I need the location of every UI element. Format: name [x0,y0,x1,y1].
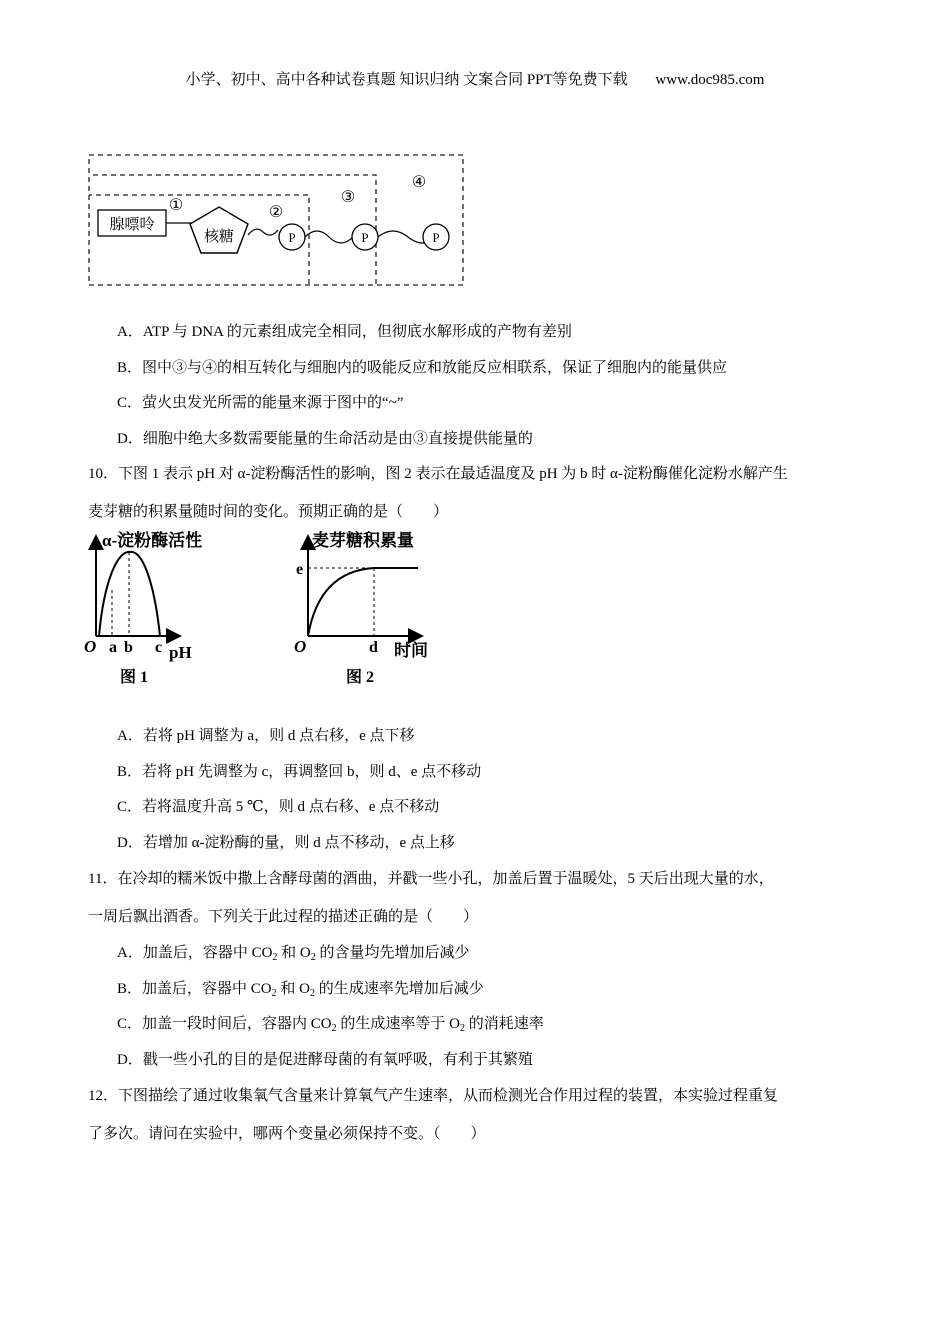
marker-3: ③ [340,189,356,206]
q10-option-c: C．若将温度升高 5 ℃，则 d 点右移、e 点不移动 [117,799,440,815]
q10-option-b: B．若将 pH 先调整为 c，再调整回 b，则 d、e 点不移动 [117,764,482,780]
atp-structure-figure [86,150,470,290]
q9-option-d: D．细胞中绝大多数需要能量的生命活动是由③直接提供能量的 [117,431,533,447]
q11-stem-1: 11．在冷却的糯米饭中撒上含酵母菌的酒曲，并戳一些小孔，加盖后置于温暖处，5 天后出现大量的水， [88,871,774,887]
q11-option-b: B．加盖后，容器中 $CO_2$ 和 $O_2$ 的生成速率先增加后减少 [117,981,484,999]
q10-stem-2: 麦芽糖的积累量随时间的变化。预期正确的是（ ） [88,504,449,520]
marker-1: ① [168,197,184,214]
svg-text:P: P [361,230,369,245]
q12-stem-2: 了多次。请问在实验中，哪两个变量必须保持不变。（ ） [88,1126,486,1142]
fig2-curve [308,568,418,636]
fig2-tick-d: d [369,639,378,656]
fig2-origin: O [294,637,307,656]
chart-figure-2 [290,530,440,692]
q11-option-d: D．戳一些小孔的目的是促进酵母菌的有氧呼吸，有利于其繁殖 [117,1052,533,1068]
marker-2: ② [268,204,284,221]
q12-stem-1: 12．下图描绘了通过收集氧气含量来计算氧气产生速率，从而检测光合作用过程的装置，本实验过程重复 [88,1088,779,1104]
q10-option-d: D．若增加 α-淀粉酶的量，则 d 点不移动，e 点上移 [117,835,455,851]
q9-option-b: B．图中③与④的相互转化与细胞内的吸能反应和放能反应相联系，保证了细胞内的能量供应 [117,360,728,376]
q9-option-a: A．ATP 与 DNA 的元素组成完全相同，但彻底水解形成的产物有差别 [117,324,572,340]
svg-text:P: P [432,230,440,245]
fig1-tick-a: a [109,639,117,656]
chart-figure-1 [82,530,212,692]
marker-4: ④ [411,174,427,191]
fig1-tick-c: c [155,639,163,656]
header-site: www.doc985.com [655,72,765,88]
fig2-title: 麦芽糖积累量 [312,531,414,550]
page-header [0,68,950,89]
fig1-tick-b: b [124,639,133,656]
adenine-label: 腺嘌呤 [109,217,155,233]
q11-option-c: C．加盖一段时间后，容器内 $CO_2$ 的生成速率等于 $O_2$ 的消耗速率 [117,1016,544,1034]
q11-stem-2: 一周后飘出酒香。下列关于此过程的描述正确的是（ ） [88,909,479,925]
fig1-caption: 图 1 [120,669,149,686]
header-text: 小学、初中、高中各种试卷真题 知识归纳 文案合同 PPT等免费下载 [185,72,628,88]
fig2-xlabel: 时间 [394,641,428,660]
ribose-label: 核糖 [203,229,235,245]
fig2-caption: 图 2 [346,669,375,686]
q10-option-a: A．若将 pH 调整为 a，则 d 点右移，e 点下移 [117,728,415,744]
q11-option-a: A．加盖后，容器中 $CO_2$ 和 $O_2$ 的含量均先增加后减少 [117,945,470,963]
fig1-origin: O [84,637,97,656]
fig1-title: α-淀粉酶活性 [102,531,203,550]
q9-option-c: C．萤火虫发光所需的能量来源于图中的“~” [117,395,404,411]
fig2-tick-e: e [296,561,304,578]
q10-stem-1: 10．下图 1 表示 pH 对 α-淀粉酶活性的影响，图 2 表示在最适温度及 pH 为 b 时 α-淀粉酶催化淀粉水解产生 [88,466,788,482]
svg-text:P: P [288,230,296,245]
fig1-xlabel: pH [169,643,192,662]
